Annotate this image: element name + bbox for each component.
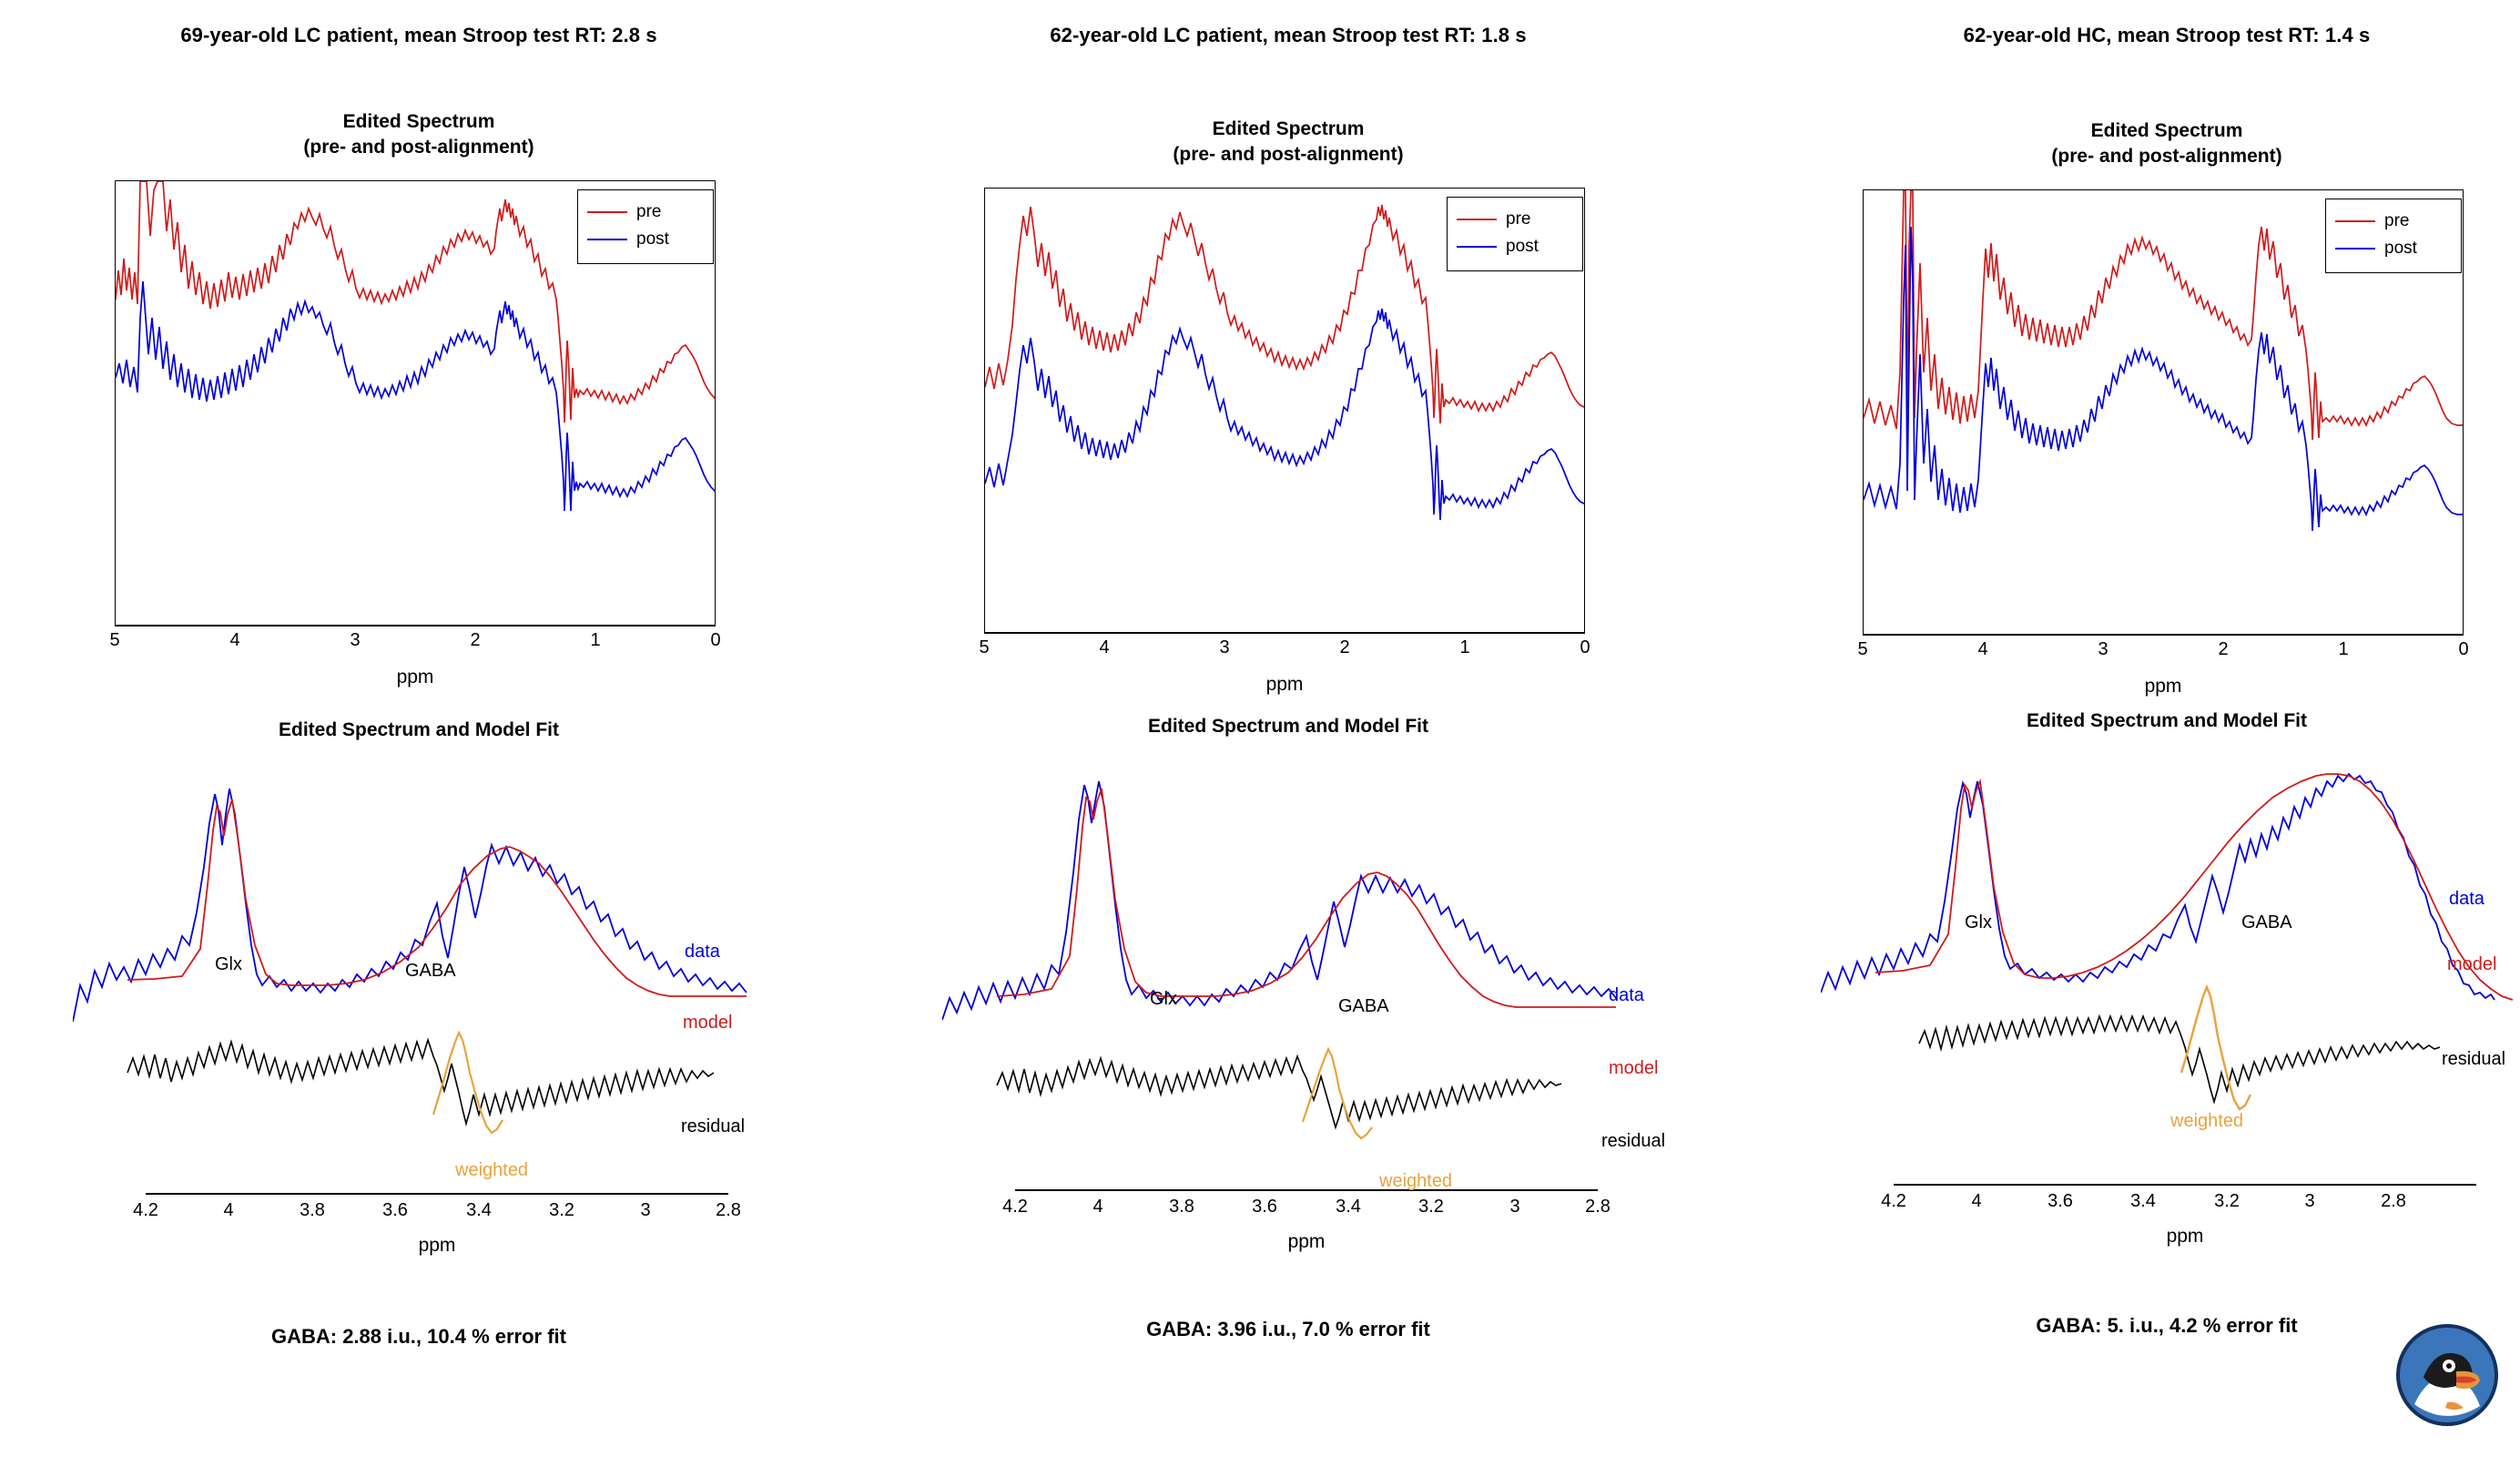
bottom-x-axis-2 [1002,1197,1611,1224]
legend-swatch-post-icon [2335,248,2375,250]
annotation-data-1: data [685,942,720,962]
top-panel-1 [55,109,783,692]
bottom-x-axis-label-3: ppm [2166,1226,2204,1247]
xtick: 3.2 [549,1200,574,1220]
bottom-axis-line-3 [1894,1184,2476,1186]
xtick: 0 [710,630,721,650]
annotation-data-2: data [1609,985,1644,1005]
xtick: 3 [640,1200,651,1220]
column-footer-1: GABA: 2.88 i.u., 10.4 % error fit [271,1325,566,1348]
bottom-axis-line-2 [1015,1189,1598,1191]
legend-swatch-pre-icon [2335,220,2375,222]
trace-weighted-3 [2181,987,2251,1109]
puffin-logo-icon [2396,1324,2498,1426]
bottom-panel-title-3: Edited Spectrum and Model Fit [2026,710,2308,731]
trace-model-2 [997,789,1616,1007]
top-panel-title-line1: Edited Spectrum [1212,118,1365,139]
top-panel-title-line2: (pre- and post-alignment) [2051,145,2282,167]
legend-entry-pre [1457,206,1573,233]
xtick: 2.8 [716,1200,741,1220]
xtick: 1 [2338,639,2349,659]
xtick: 3.2 [1418,1197,1444,1217]
annotation-residual-1: residual [681,1116,746,1136]
legend-label-pre: pre [636,202,662,221]
xtick: 3.8 [1169,1197,1194,1217]
xtick: 5 [109,630,120,650]
bottom-panel-title-1: Edited Spectrum and Model Fit [278,719,560,740]
xtick: 3.6 [2048,1191,2073,1211]
top-panel-title-3 [1803,118,2520,169]
trace-data-1 [73,789,747,1022]
column-header-2: 62-year-old LC patient, mean Stroop test RT: 1.8 s [1050,24,1527,46]
top-panel-title-line2: (pre- and post-alignment) [1173,143,1404,165]
legend-entry-pre [2335,208,2452,235]
top-panel-title-line1: Edited Spectrum [342,111,495,132]
legend-entry-post [2335,235,2452,262]
legend-entry-post [587,226,704,253]
xtick: 3 [2098,639,2108,659]
xtick: 3 [2304,1191,2315,1211]
annotation-weighted-2: weighted [1379,1171,1453,1191]
xtick: 3.6 [382,1200,408,1220]
legend-label-post: post [2384,239,2417,258]
legend-swatch-pre-icon [587,211,627,213]
top-panel-3 [1803,118,2520,701]
xtick: 4 [1971,1191,1982,1211]
annotation-model-2: model [1609,1058,1659,1078]
column-header-1: 69-year-old LC patient, mean Stroop test RT: 2.8 s [180,24,657,46]
bottom-x-axis-1 [133,1200,741,1228]
trace-post-1 [116,281,716,511]
legend-swatch-post-icon [587,239,627,240]
figure-column-2 [869,0,1707,1457]
xtick: 3.8 [300,1200,325,1220]
xtick: 4.2 [133,1200,158,1220]
legend-label-post: post [636,229,669,249]
column-footer-3: GABA: 5. i.u., 4.2 % error fit [2036,1314,2298,1337]
legend-entry-post [1457,233,1573,260]
top-x-axis-label-3: ppm [2144,676,2182,697]
xtick: 2.8 [2381,1191,2406,1211]
trace-residual-1 [127,1040,714,1124]
bottom-panel-2 [924,716,1666,1280]
annotation-model-3: model [2447,954,2497,974]
top-panel-title-line2: (pre- and post-alignment) [303,136,534,158]
bottom-axis-line-1 [146,1193,728,1195]
xtick: 3.4 [2130,1191,2156,1211]
top-legend-3 [2325,199,2462,273]
top-legend-1 [577,189,714,264]
annotation-gaba-2: GABA [1338,996,1389,1016]
legend-swatch-pre-icon [1457,219,1497,220]
column-header-3: 62-year-old HC, mean Stroop test RT: 1.4 s [1963,24,2371,46]
trace-residual-2 [997,1056,1561,1127]
xtick: 2 [470,630,481,650]
bottom-panel-3 [1803,710,2520,1275]
legend-entry-pre [587,199,704,226]
top-x-axis-1 [109,630,721,661]
legend-label-post: post [1506,237,1539,256]
annotation-data-3: data [2449,889,2484,909]
legend-label-pre: pre [1506,209,1531,229]
top-panel-2 [924,117,1652,699]
xtick: 4 [1092,1197,1103,1217]
bottom-x-axis-label-1: ppm [418,1235,456,1256]
xtick: 4 [229,630,240,650]
bottom-x-axis-label-2: ppm [1287,1231,1326,1252]
annotation-gaba-3: GABA [2241,912,2292,932]
figure-column-1 [0,0,838,1457]
xtick: 4 [1977,639,1988,659]
top-x-axis-label-1: ppm [396,667,434,688]
annotation-glx-3: Glx [1965,912,1992,932]
xtick: 3 [1509,1197,1520,1217]
xtick: 0 [2458,639,2469,659]
xtick: 3 [1219,637,1230,657]
figure-column-3 [1748,0,2520,1457]
bottom-fit-svg-2 [942,754,1652,1182]
xtick: 1 [590,630,601,650]
annotation-glx-2: Glx [1150,989,1177,1009]
trace-model-3 [1875,774,2513,1000]
bottom-panel-title-2: Edited Spectrum and Model Fit [1147,716,1429,737]
legend-label-pre: pre [2384,211,2410,230]
trace-residual-3 [1919,1016,2440,1102]
legend-swatch-post-icon [1457,246,1497,248]
top-panel-title-1 [55,109,783,160]
xtick: 5 [1857,639,1868,659]
xtick: 5 [979,637,990,657]
xtick: 4 [223,1200,234,1220]
annotation-residual-3: residual [2442,1049,2506,1069]
annotation-gaba-1: GABA [405,961,456,981]
top-panel-title-2 [924,117,1652,168]
trace-post-2 [985,309,1585,520]
annotation-residual-2: residual [1601,1131,1666,1151]
xtick: 0 [1580,637,1590,657]
xtick: 2.8 [1585,1197,1611,1217]
annotation-model-1: model [683,1013,733,1033]
xtick: 4 [1099,637,1110,657]
column-footer-2: GABA: 3.96 i.u., 7.0 % error fit [1146,1318,1430,1340]
top-x-axis-label-2: ppm [1265,674,1304,695]
trace-data-3 [1821,774,2495,1000]
xtick: 4.2 [1881,1191,1906,1211]
trace-weighted-2 [1303,1049,1372,1138]
annotation-weighted-3: weighted [2170,1111,2244,1131]
bottom-x-axis-3 [1881,1191,2476,1218]
annotation-glx-1: Glx [215,954,242,974]
xtick: 4.2 [1002,1197,1028,1217]
xtick: 3.6 [1252,1197,1277,1217]
bottom-plot-area-2 [942,754,1652,1182]
xtick: 3 [350,630,361,650]
xtick: 2 [2218,639,2229,659]
top-legend-2 [1447,197,1583,271]
bottom-panel-1 [55,719,783,1284]
xtick: 2 [1339,637,1350,657]
xtick: 3.4 [1336,1197,1361,1217]
xtick: 1 [1459,637,1470,657]
top-x-axis-2 [979,637,1590,668]
trace-data-2 [942,781,1616,1020]
xtick: 3.2 [2214,1191,2240,1211]
xtick: 3.4 [466,1200,492,1220]
annotation-weighted-1: weighted [455,1160,529,1180]
top-x-axis-3 [1857,639,2469,670]
top-panel-title-line1: Edited Spectrum [2090,120,2243,141]
